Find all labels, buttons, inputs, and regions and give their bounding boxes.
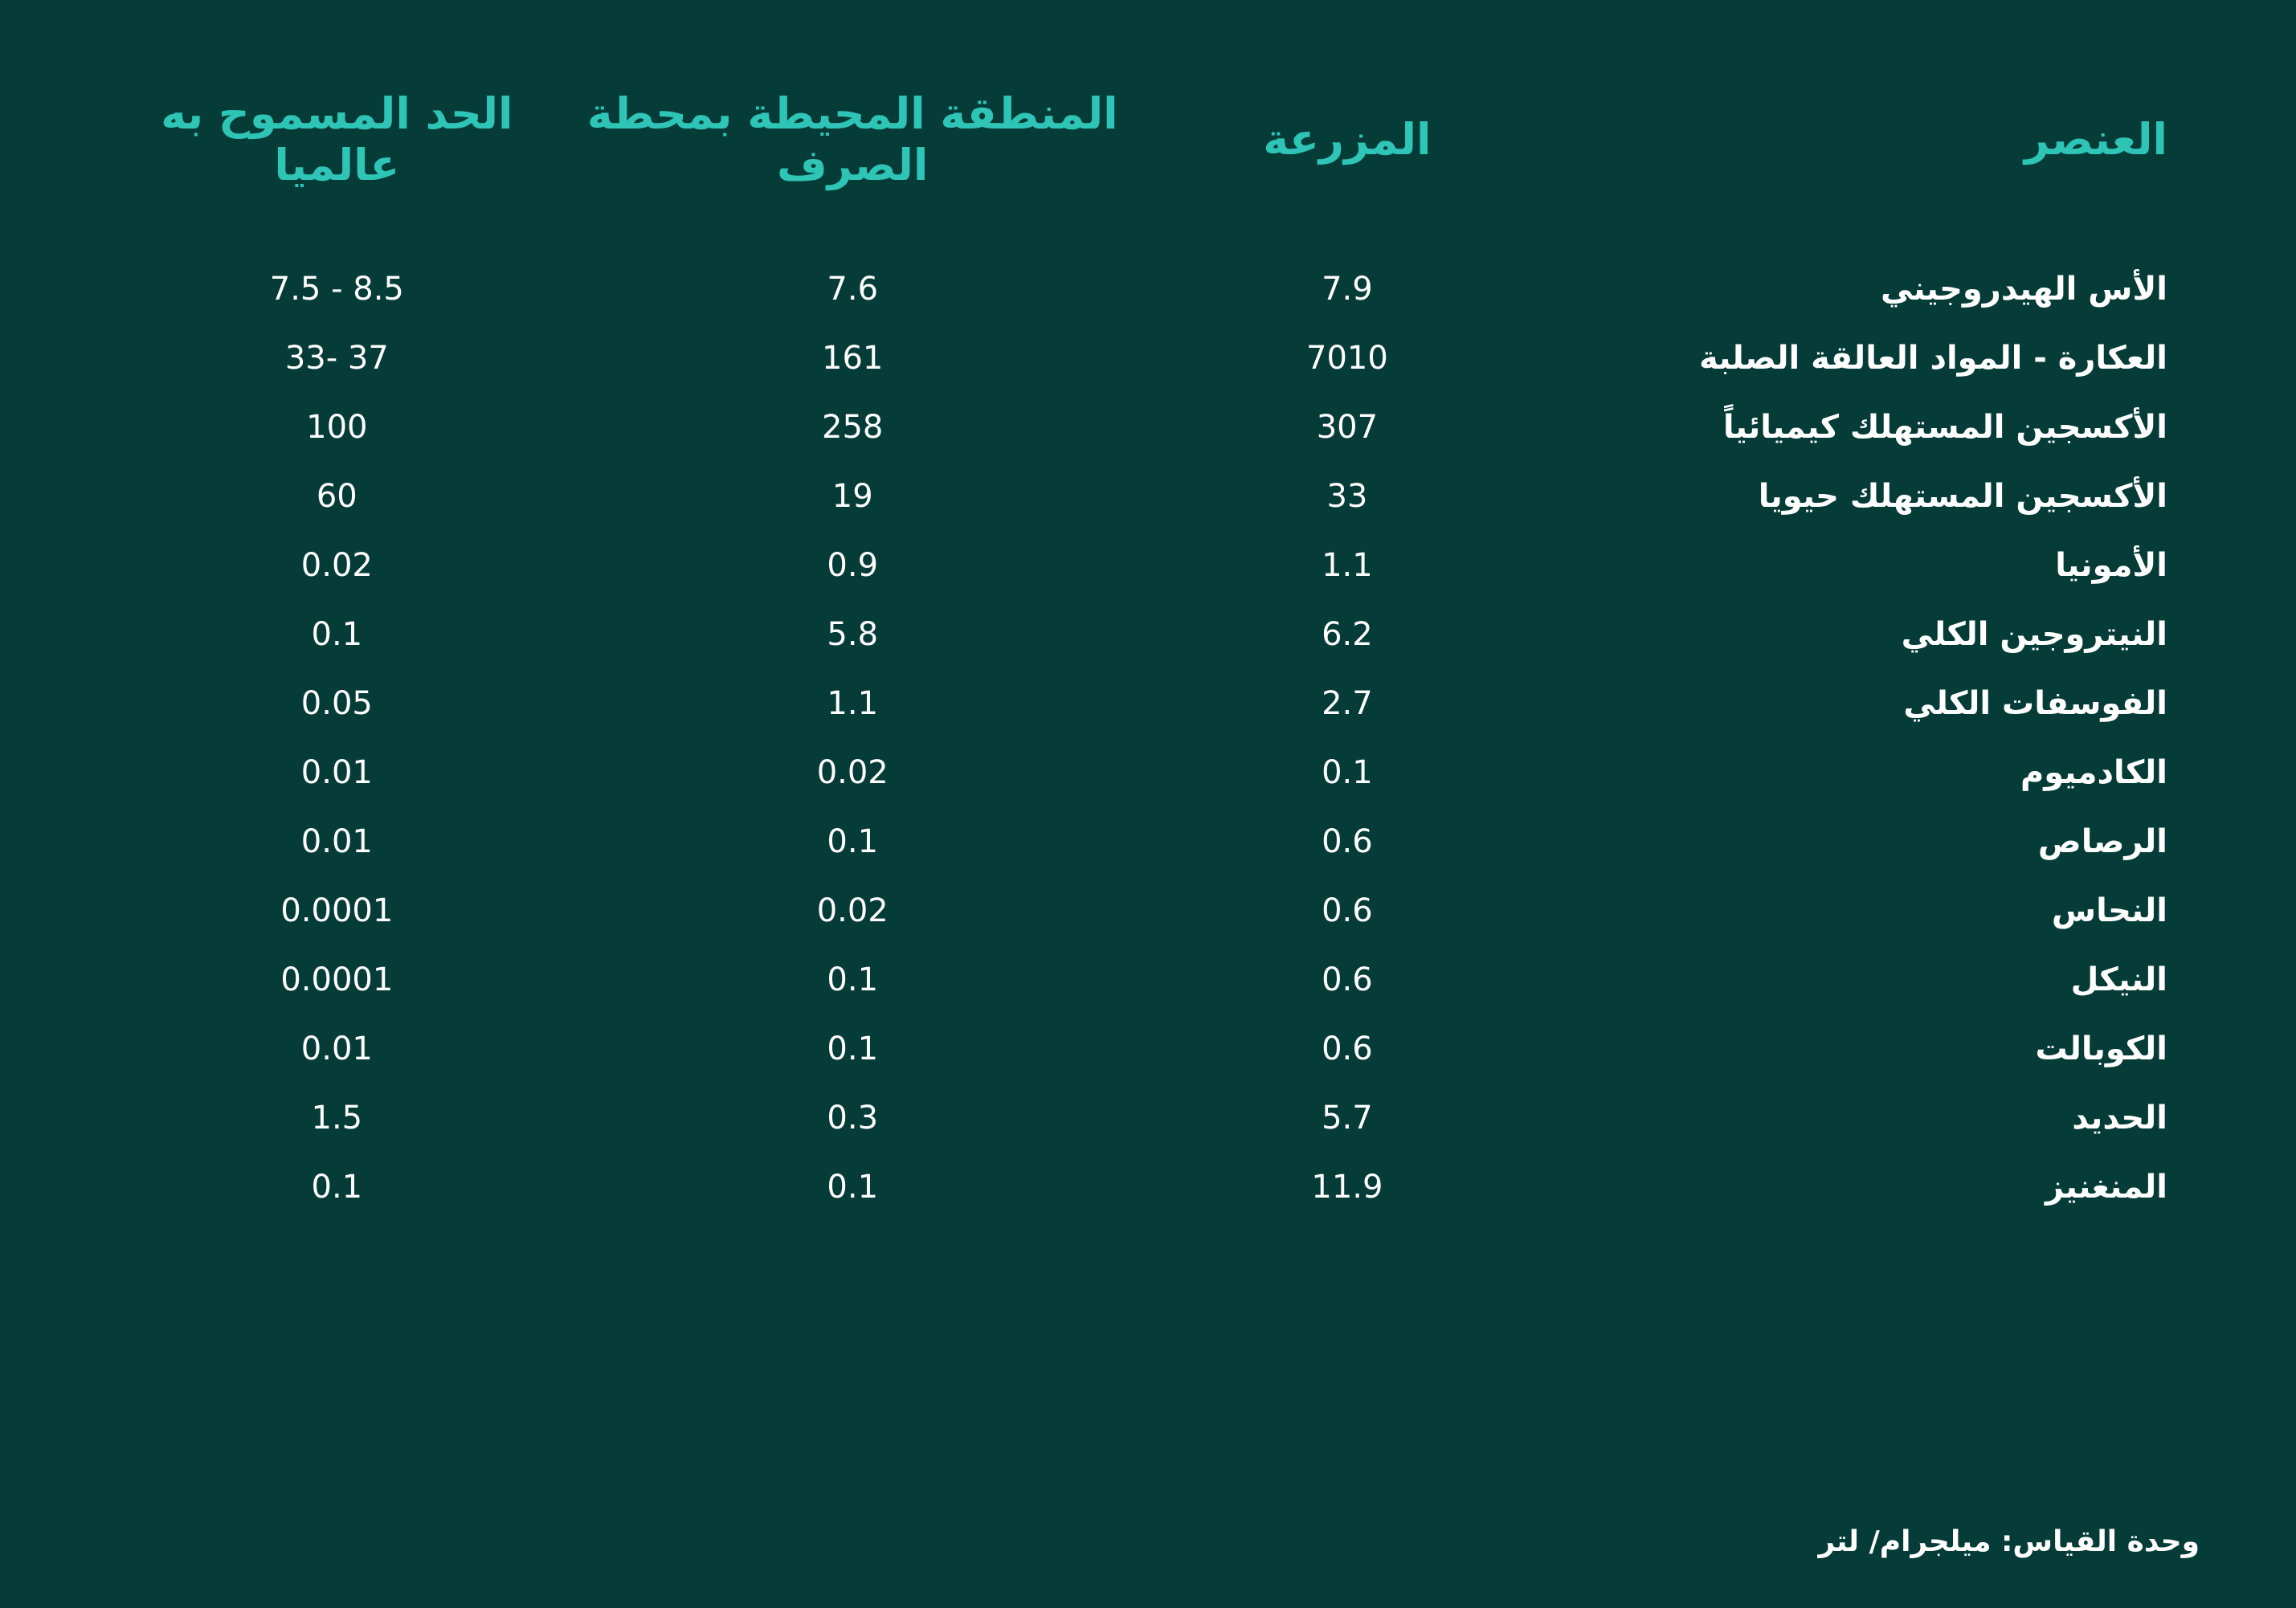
cell-element: الكادميوم xyxy=(2020,754,2167,792)
unit-note: وحدة القياس: ميلجرام/ لتر xyxy=(1818,1525,2200,1558)
table-header-row xyxy=(95,88,2200,255)
cell-limit: 0.0001 xyxy=(280,892,394,930)
cell-station: 0.1 xyxy=(827,823,879,861)
table-row xyxy=(95,807,2200,876)
column-header-farm: المزرعة xyxy=(1263,113,1432,165)
cell-element: الحديد xyxy=(2072,1100,2167,1137)
cell-element: المنغنيز xyxy=(2045,1169,2167,1206)
table-row xyxy=(95,462,2200,531)
cell-limit: 7.5 - 8.5 xyxy=(269,271,404,308)
cell-farm: 7.9 xyxy=(1322,271,1373,308)
cell-station: 0.9 xyxy=(827,547,879,585)
cell-element: النحاس xyxy=(2051,892,2167,930)
cell-farm: 0.1 xyxy=(1322,754,1373,792)
cell-station: 0.1 xyxy=(827,1169,879,1206)
cell-station: 0.02 xyxy=(816,892,889,930)
table-row xyxy=(95,1153,2200,1222)
column-header-limit: الحد المسموح به عالميا xyxy=(161,88,513,190)
cell-limit: 0.0001 xyxy=(280,961,394,999)
cell-station: 19 xyxy=(831,478,873,516)
column-header-element: العنصر xyxy=(2024,113,2167,165)
cell-limit: 0.05 xyxy=(300,685,373,723)
cell-element: الكوبالت xyxy=(2035,1031,2167,1068)
table-row xyxy=(95,738,2200,807)
cell-station: 1.1 xyxy=(827,685,879,723)
cell-station: 0.1 xyxy=(827,1031,879,1068)
cell-element: الأكسجين المستهلك كيميائياً xyxy=(1722,409,2167,447)
cell-element: العكارة - المواد العالقة الصلبة xyxy=(1699,340,2167,378)
cell-limit: 100 xyxy=(306,409,368,447)
table-row xyxy=(95,600,2200,669)
cell-limit: 0.1 xyxy=(311,1169,363,1206)
table-row xyxy=(95,945,2200,1014)
cell-farm: 0.6 xyxy=(1322,823,1373,861)
cell-limit: 1.5 xyxy=(311,1100,363,1137)
cell-station: 161 xyxy=(822,340,884,378)
cell-element: الفوسفات الكلي xyxy=(1903,685,2167,723)
table-row xyxy=(95,324,2200,393)
cell-station: 5.8 xyxy=(827,616,879,654)
cell-farm: 0.6 xyxy=(1322,961,1373,999)
cell-element: الرصاص xyxy=(2037,823,2167,861)
cell-limit: 60 xyxy=(316,478,357,516)
cell-farm: 7010 xyxy=(1306,340,1388,378)
table-row xyxy=(95,393,2200,462)
cell-limit: 0.02 xyxy=(300,547,373,585)
table-row xyxy=(95,876,2200,945)
cell-farm: 33 xyxy=(1326,478,1368,516)
cell-limit: 0.01 xyxy=(300,1031,373,1068)
cell-element: النيتروجين الكلي xyxy=(1901,616,2167,654)
cell-farm: 11.9 xyxy=(1311,1169,1383,1206)
cell-limit: 0.01 xyxy=(300,823,373,861)
cell-element: الأمونيا xyxy=(2055,547,2167,585)
table-row xyxy=(95,669,2200,738)
table-header xyxy=(95,88,2200,255)
table-row xyxy=(95,1014,2200,1084)
cell-limit: 0.01 xyxy=(300,754,373,792)
column-header-station: المنطقة المحيطة بمحطة الصرف xyxy=(586,88,1118,190)
cell-farm: 0.6 xyxy=(1322,892,1373,930)
table-row xyxy=(95,1084,2200,1153)
table-body xyxy=(95,255,2200,1222)
cell-element: الأكسجين المستهلك حيويا xyxy=(1758,478,2167,516)
cell-farm: 307 xyxy=(1316,409,1379,447)
cell-farm: 5.7 xyxy=(1322,1100,1373,1137)
cell-farm: 2.7 xyxy=(1322,685,1373,723)
cell-station: 0.3 xyxy=(827,1100,879,1137)
cell-station: 258 xyxy=(822,409,884,447)
cell-farm: 1.1 xyxy=(1322,547,1373,585)
cell-farm: 0.6 xyxy=(1322,1031,1373,1068)
cell-element: النيكل xyxy=(2070,961,2167,999)
cell-farm: 6.2 xyxy=(1322,616,1373,654)
cell-station: 0.1 xyxy=(827,961,879,999)
water-quality-table xyxy=(95,88,2200,1222)
cell-station: 0.02 xyxy=(816,754,889,792)
cell-limit: 0.1 xyxy=(311,616,363,654)
cell-element: الأس الهيدروجيني xyxy=(1880,271,2167,308)
cell-station: 7.6 xyxy=(827,271,879,308)
cell-limit: 33- 37 xyxy=(284,340,389,378)
table-row xyxy=(95,531,2200,600)
table-row xyxy=(95,255,2200,324)
